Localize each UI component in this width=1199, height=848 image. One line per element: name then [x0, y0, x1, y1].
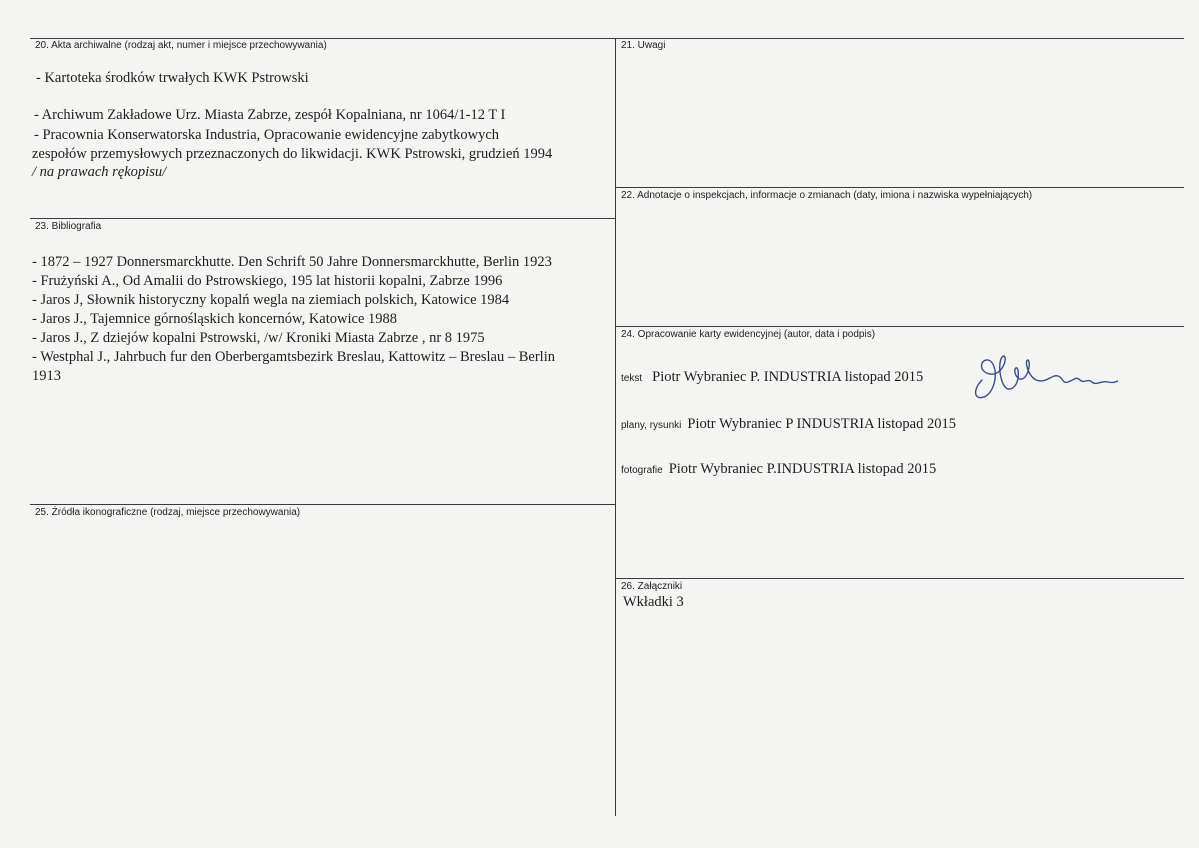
archive-line-1: - Kartoteka środków trwałych KWK Pstrowski: [36, 70, 309, 86]
bibliography-item: 1913: [32, 368, 61, 384]
divider-23-25: [30, 504, 615, 505]
column-divider: [615, 38, 616, 816]
bibliography-item: - Jaros J., Z dziejów kopalni Pstrowski, /w/ Kroniki Miasta Zabrze , nr 8 1975: [32, 330, 485, 346]
divider-20-23: [30, 218, 615, 219]
divider-22-24: [615, 326, 1184, 327]
author-row-label: plany, rysunki: [621, 420, 682, 431]
archive-line-5: / na prawach rękopisu/: [32, 164, 167, 180]
bibliography-item: - Westphal J., Jahrbuch fur den Oberbergamtsbezirk Breslau, Kattowitz – Breslau – Berlin: [32, 349, 555, 365]
section-23-header: 23. Bibliografia: [35, 221, 102, 232]
divider-24-26: [615, 578, 1184, 579]
archive-line-2: - Archiwum Zakładowe Urz. Miasta Zabrze, zespół Kopalniana, nr 1064/1-12 T I: [34, 107, 506, 123]
bibliography-item: - Frużyński A., Od Amalii do Pstrowskiego, 195 lat historii kopalni, Zabrze 1996: [32, 273, 503, 289]
bibliography-item: - Jaros J, Słownik historyczny kopalń wegla na ziemiach polskich, Katowice 1984: [32, 292, 510, 308]
section-24-header: 24. Opracowanie karty ewidencyjnej (autor, data i podpis): [621, 329, 876, 340]
divider-21-22: [615, 187, 1184, 188]
author-row-value: Piotr Wybraniec P. INDUSTRIA listopad 2015: [652, 369, 924, 385]
section-21-header: 21. Uwagi: [621, 40, 666, 51]
bibliography-item: - 1872 – 1927 Donnersmarckhutte. Den Schrift 50 Jahre Donnersmarckhutte, Berlin 1923: [32, 254, 552, 270]
bibliography-item: - Jaros J., Tajemnice górnośląskich koncernów, Katowice 1988: [32, 311, 398, 327]
top-border: [30, 38, 1184, 39]
section-25-header: 25. Źródła ikonograficzne (rodzaj, miejsce przechowywania): [35, 507, 301, 518]
attachments-value: Wkładki 3: [623, 594, 684, 610]
author-row-photos: [621, 461, 936, 478]
section-20-header: 20. Akta archiwalne (rodzaj akt, numer i miejsce przechowywania): [35, 40, 327, 51]
archive-line-3: - Pracownia Konserwatorska Industria, Opracowanie ewidencyjne zabytkowych: [34, 127, 500, 143]
archive-line-4: zespołów przemysłowych przeznaczonych do likwidacji. KWK Pstrowski, grudzień 1994: [32, 146, 553, 162]
author-row-label: tekst: [621, 373, 643, 384]
author-row-value: Piotr Wybraniec P INDUSTRIA listopad 2015: [687, 416, 956, 432]
section-26-header: 26. Załączniki: [621, 581, 683, 592]
author-row-plans: [621, 416, 956, 433]
signature: [968, 350, 1118, 405]
author-row-label: fotografie: [621, 465, 663, 476]
author-row-text: [621, 369, 923, 386]
section-22-header: 22. Adnotacje o inspekcjach, informacje o zmianach (daty, imiona i nazwiska wypełniających): [621, 190, 1033, 201]
author-row-value: Piotr Wybraniec P.INDUSTRIA listopad 2015: [668, 461, 937, 477]
